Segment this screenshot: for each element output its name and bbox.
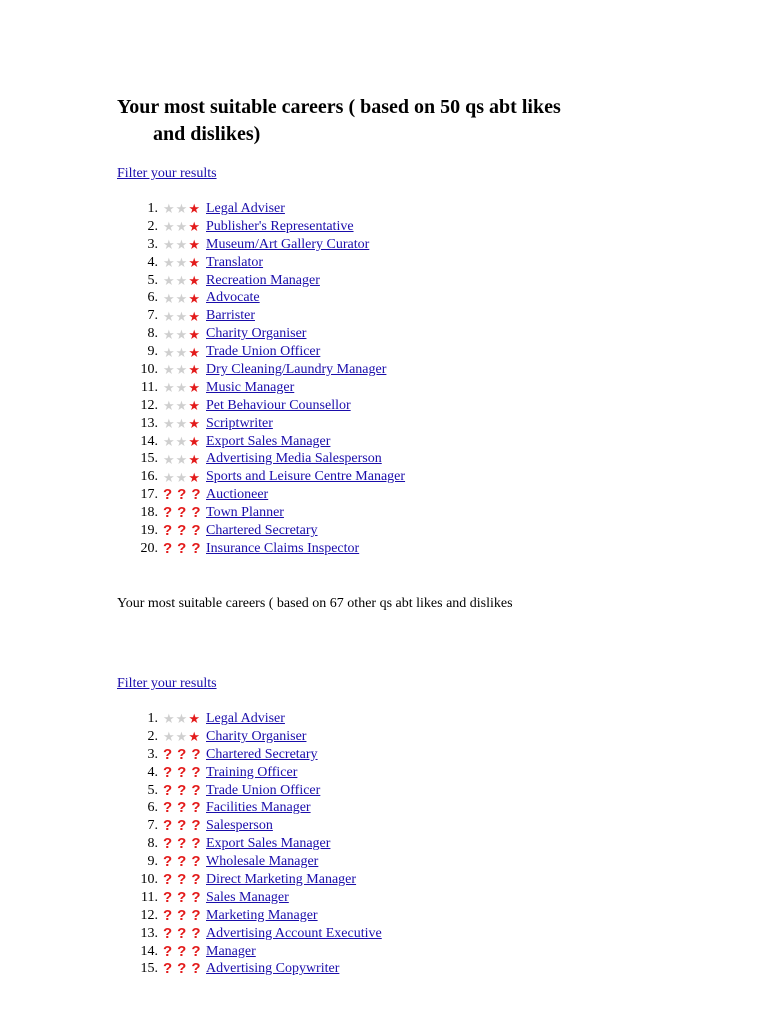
question-mark-icon: ?	[163, 888, 173, 906]
career-link[interactable]: Recreation Manager	[206, 272, 320, 288]
grey-star-icon: ★	[175, 711, 188, 727]
question-mark-icon: ?	[191, 960, 201, 978]
question-mark-icon: ?	[177, 853, 187, 871]
question-mark-icon: ?	[163, 745, 173, 763]
list-item-number: 16.	[140, 469, 158, 485]
list-item-number: 1.	[147, 711, 158, 726]
rating	[163, 728, 201, 746]
career-link[interactable]: Manager	[206, 943, 256, 959]
list-item-number: 14.	[140, 943, 158, 959]
rating	[163, 433, 201, 451]
list-item-number: 8.	[147, 836, 158, 852]
question-mark-icon: ?	[177, 745, 187, 763]
grey-star-icon: ★	[163, 729, 175, 745]
grey-star-icon: ★	[175, 451, 188, 467]
question-mark-icon: ?	[163, 871, 173, 889]
grey-star-icon: ★	[175, 344, 188, 360]
grey-star-icon: ★	[163, 362, 175, 378]
career-link[interactable]: Pet Behaviour Counsellor	[206, 397, 351, 413]
list-item-number: 5.	[147, 272, 158, 288]
grey-star-icon: ★	[175, 398, 188, 414]
question-mark-icon: ?	[163, 906, 173, 924]
grey-star-icon: ★	[163, 344, 175, 360]
grey-star-icon: ★	[163, 711, 175, 727]
list-item-number: 2.	[147, 728, 158, 744]
grey-star-icon: ★	[163, 237, 175, 253]
red-star-icon: ★	[188, 380, 200, 396]
question-mark-icon: ?	[177, 906, 187, 924]
list-item-number: 11.	[141, 379, 158, 395]
list-item-number: 6.	[147, 800, 158, 816]
question-mark-icon: ?	[191, 924, 201, 942]
question-mark-icon: ?	[191, 853, 201, 871]
question-mark-icon: ?	[177, 486, 187, 504]
list-item-number: 10.	[140, 872, 158, 888]
question-mark-icon: ?	[163, 942, 173, 960]
list-item-number: 12.	[140, 907, 158, 923]
red-star-icon: ★	[188, 201, 200, 217]
grey-star-icon: ★	[175, 416, 188, 432]
question-mark-icon: ?	[177, 504, 187, 522]
rating	[163, 960, 206, 978]
career-link[interactable]: Music Manager	[206, 379, 295, 395]
rating	[163, 254, 201, 272]
career-link[interactable]: Charity Organiser	[206, 728, 307, 744]
career-link[interactable]: Advertising Media Salesperson	[206, 451, 382, 467]
grey-star-icon: ★	[175, 469, 188, 485]
career-link[interactable]: Direct Marketing Manager	[206, 872, 357, 888]
grey-star-icon: ★	[163, 290, 175, 306]
question-mark-icon: ?	[163, 539, 173, 557]
section-subtitle: Your most suitable careers ( based on 67 other qs abt likes and dislikes	[117, 596, 513, 611]
career-link[interactable]: Sports and Leisure Centre Manager	[206, 469, 406, 485]
rating	[163, 450, 201, 468]
red-star-icon: ★	[188, 729, 200, 745]
rating	[163, 835, 206, 853]
red-star-icon: ★	[188, 711, 200, 727]
rating	[163, 710, 201, 728]
page-title-line-1: Your most suitable careers ( based on 50 qs abt likes	[117, 96, 561, 118]
career-link[interactable]: Insurance Claims Inspector	[206, 540, 360, 556]
rating	[163, 925, 206, 943]
career-link[interactable]: Town Planner	[206, 505, 284, 521]
grey-star-icon: ★	[163, 469, 175, 485]
list-item-number: 15.	[140, 451, 158, 467]
question-mark-icon: ?	[177, 942, 187, 960]
list-item-number: 7.	[147, 308, 158, 324]
question-mark-icon: ?	[163, 817, 173, 835]
question-mark-icon: ?	[163, 522, 173, 540]
list-item-number: 11.	[141, 889, 158, 905]
grey-star-icon: ★	[163, 201, 175, 217]
list-item-number: 8.	[147, 326, 158, 342]
question-mark-icon: ?	[177, 888, 187, 906]
question-mark-icon: ?	[191, 942, 201, 960]
career-link[interactable]: Advertising Account Executive	[206, 925, 382, 941]
rating	[163, 397, 201, 415]
red-star-icon: ★	[188, 344, 200, 360]
career-link[interactable]: Dry Cleaning/Laundry Manager	[206, 362, 387, 378]
grey-star-icon: ★	[163, 326, 175, 342]
page-title-line-2: and dislikes)	[153, 123, 261, 145]
grey-star-icon: ★	[163, 380, 175, 396]
list-item-number: 9.	[147, 854, 158, 870]
career-link[interactable]: Export Sales Manager	[206, 836, 331, 852]
list-item-number: 18.	[140, 505, 158, 521]
filter-results-link-2[interactable]: Filter your results	[117, 676, 217, 691]
red-star-icon: ★	[188, 290, 200, 306]
list-item-number: 19.	[140, 523, 158, 539]
career-link[interactable]: Marketing Manager	[206, 907, 318, 923]
grey-star-icon: ★	[175, 434, 188, 450]
list-item-number: 13.	[140, 925, 158, 941]
red-star-icon: ★	[188, 416, 200, 432]
list-item-number: 10.	[140, 362, 158, 378]
career-link[interactable]: Legal Adviser	[206, 711, 285, 726]
rating	[163, 343, 201, 361]
question-mark-icon: ?	[191, 817, 201, 835]
question-mark-icon: ?	[163, 504, 173, 522]
list-item-number: 3.	[147, 746, 158, 762]
grey-star-icon: ★	[163, 451, 175, 467]
career-link[interactable]: Advocate	[206, 290, 260, 306]
career-link[interactable]: Museum/Art Gallery Curator	[206, 236, 370, 252]
question-mark-icon: ?	[177, 817, 187, 835]
grey-star-icon: ★	[175, 326, 188, 342]
career-link[interactable]: Advertising Copywriter	[206, 961, 340, 977]
question-mark-icon: ?	[177, 835, 187, 853]
red-star-icon: ★	[188, 451, 200, 467]
question-mark-icon: ?	[191, 745, 201, 763]
question-mark-icon: ?	[177, 924, 187, 942]
grey-star-icon: ★	[175, 362, 188, 378]
grey-star-icon: ★	[163, 255, 175, 271]
rating	[163, 468, 201, 486]
question-mark-icon: ?	[191, 835, 201, 853]
rating	[163, 889, 206, 907]
career-link[interactable]: Training Officer	[206, 764, 298, 780]
list-item-number: 15.	[140, 961, 158, 977]
red-star-icon: ★	[188, 326, 200, 342]
career-link[interactable]: Chartered Secretary	[206, 746, 318, 762]
grey-star-icon: ★	[163, 416, 175, 432]
rating	[163, 746, 206, 764]
list-item-number: 13.	[140, 415, 158, 431]
rating	[163, 325, 201, 343]
grey-star-icon: ★	[175, 380, 188, 396]
question-mark-icon: ?	[191, 871, 201, 889]
question-mark-icon: ?	[163, 763, 173, 781]
rating	[163, 307, 201, 325]
career-link[interactable]: Sales Manager	[206, 889, 289, 905]
question-mark-icon: ?	[191, 504, 201, 522]
grey-star-icon: ★	[163, 273, 175, 288]
rating	[163, 522, 206, 540]
career-link[interactable]: Auctioneer	[206, 487, 269, 503]
question-mark-icon: ?	[177, 799, 187, 817]
question-mark-icon: ?	[163, 486, 173, 504]
question-mark-icon: ?	[163, 960, 173, 978]
rating	[163, 200, 201, 218]
list-item-number: 17.	[140, 487, 158, 503]
rating	[163, 236, 201, 254]
career-link[interactable]: Translator	[206, 254, 264, 270]
career-link[interactable]: Salesperson	[206, 818, 273, 834]
question-mark-icon: ?	[191, 522, 201, 540]
rating	[163, 486, 206, 504]
career-link[interactable]: Export Sales Manager	[206, 433, 331, 449]
list-item-number: 2.	[147, 218, 158, 234]
grey-star-icon: ★	[163, 398, 175, 414]
rating	[163, 218, 201, 236]
red-star-icon: ★	[188, 237, 200, 253]
question-mark-icon: ?	[191, 781, 201, 799]
question-mark-icon: ?	[177, 522, 187, 540]
question-mark-icon: ?	[163, 781, 173, 799]
red-star-icon: ★	[188, 469, 200, 485]
grey-star-icon: ★	[163, 434, 175, 450]
grey-star-icon: ★	[175, 255, 188, 271]
question-mark-icon: ?	[191, 906, 201, 924]
grey-star-icon: ★	[175, 729, 188, 745]
question-mark-icon: ?	[191, 539, 201, 557]
red-star-icon: ★	[188, 362, 200, 378]
grey-star-icon: ★	[175, 273, 188, 288]
question-mark-icon: ?	[163, 924, 173, 942]
question-mark-icon: ?	[163, 835, 173, 853]
career-link[interactable]: Charity Organiser	[206, 326, 307, 342]
question-mark-icon: ?	[177, 539, 187, 557]
red-star-icon: ★	[188, 273, 200, 288]
list-item-number: 4.	[147, 764, 158, 780]
rating	[163, 272, 201, 290]
grey-star-icon: ★	[175, 219, 188, 235]
rating	[163, 799, 206, 817]
page-title	[117, 94, 677, 148]
career-link[interactable]: Chartered Secretary	[206, 523, 318, 539]
list-item-number: 7.	[147, 818, 158, 834]
rating	[163, 415, 201, 433]
grey-star-icon: ★	[175, 308, 188, 324]
rating	[163, 504, 206, 522]
rating	[163, 540, 206, 558]
red-star-icon: ★	[188, 398, 200, 414]
question-mark-icon: ?	[163, 853, 173, 871]
rating	[163, 764, 206, 782]
list-item-number: 9.	[147, 344, 158, 360]
red-star-icon: ★	[188, 219, 200, 235]
grey-star-icon: ★	[163, 308, 175, 324]
grey-star-icon: ★	[175, 290, 188, 306]
rating	[163, 907, 206, 925]
list-item-number: 5.	[147, 782, 158, 798]
red-star-icon: ★	[188, 434, 200, 450]
list-item-number: 12.	[140, 397, 158, 413]
question-mark-icon: ?	[191, 799, 201, 817]
question-mark-icon: ?	[191, 763, 201, 781]
career-link[interactable]: Wholesale Manager	[206, 854, 319, 870]
rating	[163, 853, 206, 871]
filter-results-link-1[interactable]: Filter your results	[117, 166, 217, 181]
list-item-number: 14.	[140, 433, 158, 449]
career-link[interactable]: Scriptwriter	[206, 415, 273, 431]
list-item-number: 6.	[147, 290, 158, 306]
rating	[163, 361, 201, 379]
red-star-icon: ★	[188, 255, 200, 271]
career-link[interactable]: Legal Adviser	[206, 201, 285, 216]
question-mark-icon: ?	[163, 799, 173, 817]
career-link[interactable]: Publisher's Representative	[206, 218, 354, 234]
career-link[interactable]: Facilities Manager	[206, 800, 311, 816]
list-item-number: 3.	[147, 236, 158, 252]
career-link[interactable]: Trade Union Officer	[206, 344, 321, 360]
grey-star-icon: ★	[175, 201, 188, 217]
grey-star-icon: ★	[175, 237, 188, 253]
list-item-number: 20.	[140, 540, 158, 556]
question-mark-icon: ?	[177, 781, 187, 799]
question-mark-icon: ?	[191, 486, 201, 504]
rating	[163, 943, 206, 961]
question-mark-icon: ?	[177, 871, 187, 889]
rating	[163, 871, 206, 889]
rating	[163, 289, 201, 307]
rating	[163, 379, 201, 397]
rating	[163, 817, 206, 835]
list-item-number: 4.	[147, 254, 158, 270]
list-item-number: 1.	[147, 201, 158, 216]
rating	[163, 782, 206, 800]
question-mark-icon: ?	[191, 888, 201, 906]
question-mark-icon: ?	[177, 763, 187, 781]
red-star-icon: ★	[188, 308, 200, 324]
career-link[interactable]: Barrister	[206, 308, 255, 324]
grey-star-icon: ★	[163, 219, 175, 235]
question-mark-icon: ?	[177, 960, 187, 978]
career-link[interactable]: Trade Union Officer	[206, 782, 321, 798]
